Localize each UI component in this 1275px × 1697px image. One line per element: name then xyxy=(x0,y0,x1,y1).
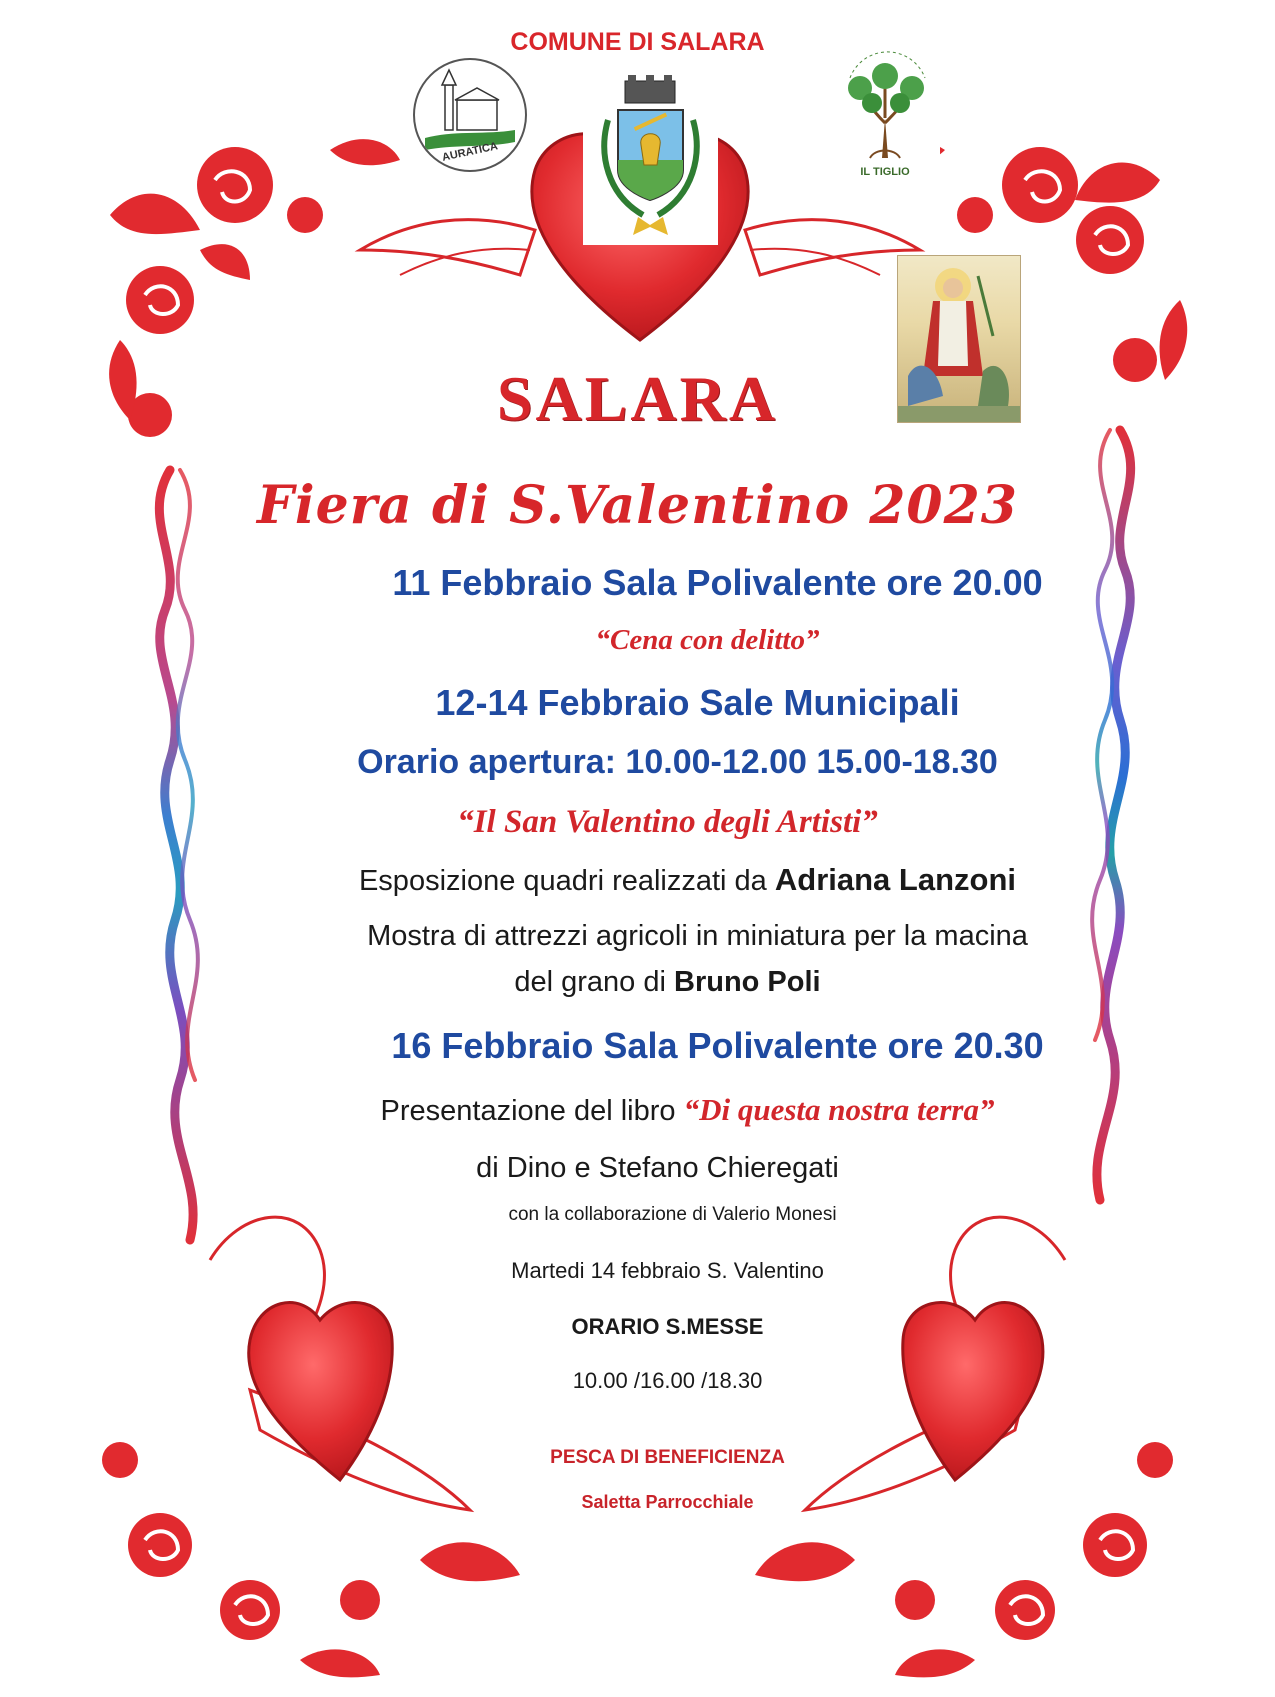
event-line-8 xyxy=(30,966,1275,999)
il-tiglio-logo xyxy=(830,48,940,183)
event-line-6 xyxy=(50,862,1275,898)
book-presentation-text: Presentazione del libro xyxy=(380,1095,684,1127)
auratica-logo xyxy=(413,58,527,172)
event-subtitle: Fiera di S.Valentino 2023 xyxy=(257,475,1018,536)
event-line-5: “Il San Valentino degli Artisti” xyxy=(457,804,878,840)
event-line-3: 12-14 Febbraio Sale Municipali xyxy=(435,682,960,723)
municipality-header: COMUNE DI SALARA xyxy=(510,28,765,56)
event-line-17: Saletta Parrocchiale xyxy=(581,1492,754,1512)
auratica-label: AURATICA xyxy=(441,140,499,164)
event-line-9: 16 Febbraio Sala Polivalente ore 20.30 xyxy=(391,1025,1044,1066)
coat-of-arms-icon xyxy=(583,75,718,245)
event-line-7: Mostra di attrezzi agricoli in miniatura per la macina xyxy=(367,920,1028,952)
event-line-14: ORARIO S.MESSE xyxy=(571,1314,764,1339)
artist-name: Adriana Lanzoni xyxy=(774,862,1017,897)
event-line-2: “Cena con delitto” xyxy=(595,624,820,656)
event-line-15: 10.00 /16.00 /18.30 xyxy=(572,1368,763,1393)
event-line-16: PESCA DI BENEFICIENZA xyxy=(550,1447,785,1468)
il-tiglio-label: IL TIGLIO xyxy=(860,166,910,178)
event-line-10 xyxy=(50,1092,1275,1128)
event-line-4: Orario apertura: 10.00-12.00 15.00-18.30 xyxy=(357,743,998,781)
crest-logo xyxy=(583,75,718,245)
exhibition-text: Esposizione quadri realizzati da xyxy=(358,865,775,897)
page-title: SALARA xyxy=(496,363,779,434)
event-line-13: Martedi 14 febbraio S. Valentino xyxy=(511,1258,824,1283)
exhibit-text: del grano di xyxy=(514,966,674,998)
event-line-1: 11 Febbraio Sala Polivalente ore 20.00 xyxy=(392,562,1043,603)
event-line-11: di Dino e Stefano Chieregati xyxy=(476,1152,839,1184)
book-title: “Di questa nostra terra” xyxy=(683,1092,995,1127)
exhibitor-name: Bruno Poli xyxy=(674,966,821,998)
tree-icon xyxy=(830,48,940,183)
event-line-12: con la collaborazione di Valerio Monesi xyxy=(508,1204,837,1225)
